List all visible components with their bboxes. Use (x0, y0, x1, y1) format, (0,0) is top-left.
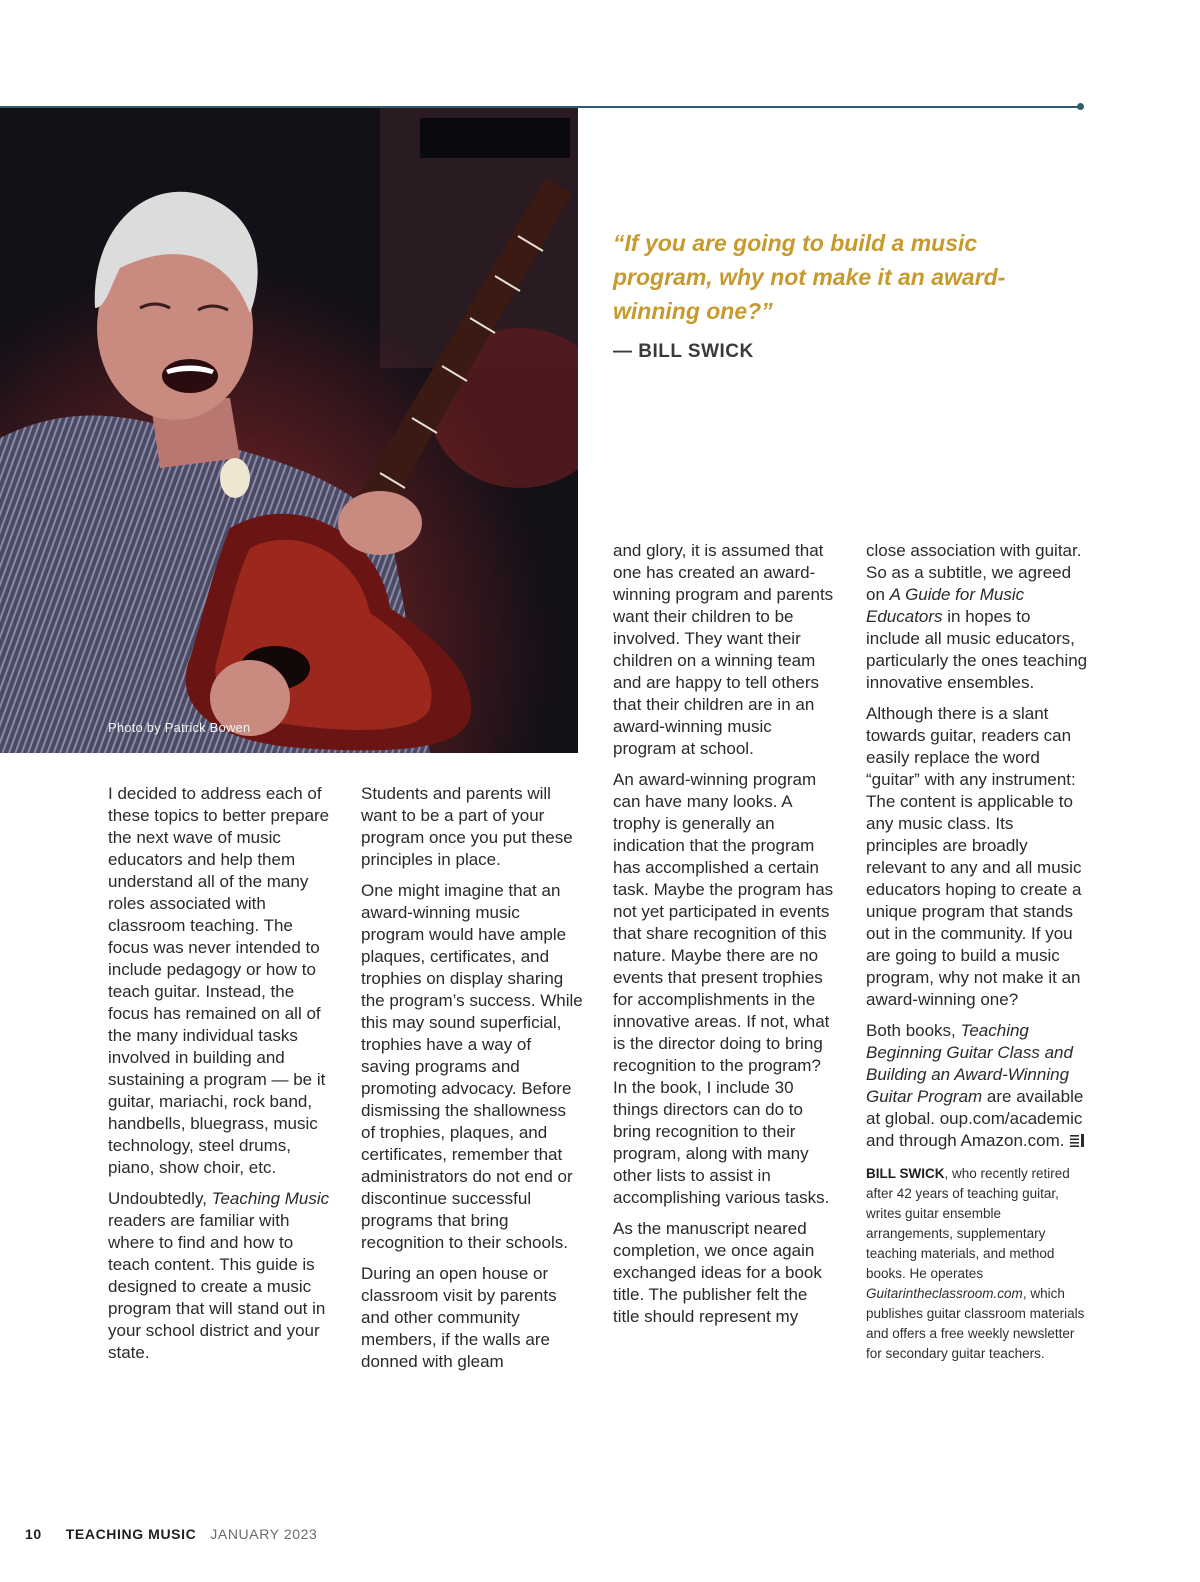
book-titles: Teaching Beginning Guitar Class and Building an Award-Winning Guitar Program (866, 1021, 1073, 1106)
publication-title: Teaching Music (211, 1189, 330, 1208)
photo-credit: Photo by Patrick Bowen (108, 720, 251, 735)
issue-date: JANUARY 2023 (210, 1526, 318, 1542)
paragraph: Although there is a slant towards guitar, readers can easily replace the word “guitar” with any instrument: The content is applicable to any music class. Its principles are broadly relevant to any and all music educators hoping to create a unique program that stands out in the community. If you are going to build a music program, why not make it an award-winning one? (866, 704, 1082, 1009)
book-subtitle: A Guide for Music Educators (866, 585, 1025, 626)
pull-quote-attribution: — BILL SWICK (613, 341, 754, 362)
guitarist-photo (0, 108, 578, 753)
guitarist-illustration (0, 108, 578, 753)
end-of-article-mark-icon (1070, 1134, 1084, 1147)
article-column-2 (361, 783, 583, 1382)
author-website: Guitarintheclassroom.com (866, 1286, 1023, 1301)
article-column-1 (108, 783, 330, 1373)
paragraph: Students and parents will want to be a part of your program once you put these principles in place. (361, 784, 573, 869)
author-name: BILL SWICK (866, 1166, 945, 1181)
paragraph: During an open house or classroom visit by parents and other community members, if the walls are donned with gleam (361, 1264, 557, 1371)
paragraph: Both books, Teaching Beginning Guitar Class and Building an Award-Winning Guitar Program are available at global. oup.com/academic and through Amazon.com. (866, 1021, 1084, 1150)
paragraph: I decided to address each of these topics to better prepare the next wave of music educators and help them understand all of the many roles associated with classroom teaching. The focus was never intended to include pedagogy or how to teach guitar. Instead, the focus has remained on all of the many individual tasks involved in building and sustaining a program — be it guitar, mariachi, rock band, handbells, bluegrass, music technology, steel drums, piano, show choir, etc. (108, 784, 330, 1177)
paragraph: and glory, it is assumed that one has created an award-winning program and parents want their children to be involved. They want their children on a winning team and are happy to tell others that their children are in an award-winning music program at school. (613, 541, 834, 758)
page-footer (25, 1526, 317, 1542)
paragraph: close association with guitar. So as a subtitle, we agreed on A Guide for Music Educators in hopes to include all music educators, particularly the ones teaching innovative ensembles. (866, 541, 1088, 692)
paragraph: An award-winning program can have many looks. A trophy is generally an indication that the program has accomplished a certain task. Maybe the program has not yet participated in events that share recognition of this nature. Maybe there are no events that present trophies for accomplishments in the innovative areas. If not, what is the director doing to bring recognition to the program? In the book, I include 30 things directors can do to bring recognition to their program, along with many other lists to assist in accomplishing various tasks. (613, 770, 834, 1207)
paragraph: One might imagine that an award-winning music program would have ample plaques, certificates, and trophies on display sharing the program’s success. While this may sound superficial, trophies have a way of saving programs and promoting advocacy. Before dismissing the shallowness of trophies, plaques, and certificates, remember that administrators do not end or discontinue successful programs that bring recognition to their schools. (361, 881, 583, 1252)
author-bio: BILL SWICK, who recently retired after 42 years of teaching guitar, writes guitar ensemble arrangements, supplementary teaching materials, and method books. He operates Guitarintheclassroom.com, which publishes guitar classroom materials and offers a free weekly newsletter for secondary guitar teachers. (866, 1166, 1085, 1361)
paragraph: Undoubtedly, Teaching Music readers are familiar with where to find and how to teach content. This guide is designed to create a music program that will stand out in your school district and your state. (108, 1189, 330, 1362)
article-column-4 (866, 540, 1088, 1364)
paragraph: As the manuscript neared completion, we once again exchanged ideas for a book title. The publisher felt the title should represent my (613, 1219, 822, 1326)
rule-end-dot (1077, 103, 1084, 110)
pull-quote: “If you are going to build a music program, why not make it an award-winning one?” (613, 230, 1006, 324)
article-column-3 (613, 540, 835, 1337)
magazine-name: TEACHING MUSIC (65, 1526, 197, 1542)
page-number: 10 (25, 1526, 42, 1542)
